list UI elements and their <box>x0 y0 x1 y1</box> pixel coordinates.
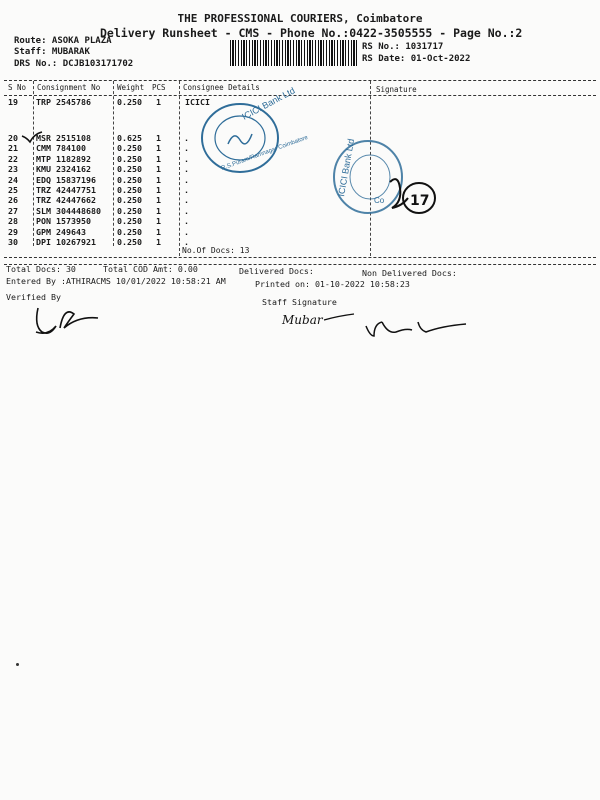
row-consignment: TRP 2545786 <box>36 97 91 107</box>
delivered-docs: Delivered Docs: <box>239 266 314 276</box>
row-pcs: 1 <box>156 97 161 107</box>
row-sno: 19 <box>8 97 18 107</box>
row-pcs: 1 <box>156 185 161 195</box>
scan-speck <box>16 663 19 666</box>
row-sno: 24 <box>8 174 18 185</box>
row-weight: 0.250 <box>117 143 142 154</box>
row-pcs: 1 <box>156 205 161 216</box>
row-pcs: 1 <box>156 195 161 206</box>
row-pcs: 1 <box>156 237 161 247</box>
no-of-docs: No.Of Docs: 13 <box>182 246 250 255</box>
row-consignment: KMU 2324162 <box>36 164 91 175</box>
row-consignee: . <box>184 164 189 175</box>
row-weight: 0.250 <box>117 205 142 216</box>
total-docs: Total Docs: 30 <box>6 264 76 274</box>
staff-signature <box>280 308 360 330</box>
row-consignment: GPM 249643 <box>36 226 86 237</box>
row-consignee: . <box>184 237 189 247</box>
row-consignee: . <box>184 226 189 237</box>
row-consignee: . <box>184 153 189 164</box>
row-weight: 0.250 <box>117 174 142 185</box>
row-sno: 29 <box>8 226 18 237</box>
rs-number: RS No.: 1031717 <box>362 42 444 52</box>
row-weight: 0.250 <box>117 185 142 195</box>
row-weight: 0.250 <box>117 226 142 237</box>
row-weight: 0.250 <box>117 216 142 227</box>
header-rule-bottom <box>4 95 596 96</box>
row-sno: 28 <box>8 216 18 227</box>
col-sep <box>33 81 34 246</box>
row-weight: 0.250 <box>117 153 142 164</box>
verified-signature <box>30 302 104 338</box>
staff-sign-text: Mubar <box>282 313 323 327</box>
footer-rule-bottom <box>4 264 596 265</box>
row-pcs: 1 <box>156 226 161 237</box>
row-weight: 0.250 <box>117 195 142 206</box>
staff-name: Staff: MUBARAK <box>14 47 90 57</box>
col-weight: Weight <box>117 83 145 92</box>
col-sep <box>113 81 114 246</box>
header-rule-top <box>4 80 596 81</box>
row-sno: 20 <box>8 133 18 143</box>
row-consignment: EDQ 15837196 <box>36 174 96 185</box>
row-sno: 23 <box>8 164 18 175</box>
stamp1-text: ICICI Bank Ltd <box>240 85 297 122</box>
col-pcs: PCS <box>152 83 166 92</box>
row-sno: 25 <box>8 185 18 195</box>
total-cod: Total COD Amt: 0.00 <box>103 264 198 274</box>
printed-on: Printed on: 01-10-2022 10:58:23 <box>255 279 410 289</box>
row-consignment: TRZ 42447662 <box>36 195 96 206</box>
row-consignment: DPI 10267921 <box>36 237 96 247</box>
col-sno: S No <box>8 83 27 92</box>
row-weight: 0.250 <box>117 97 142 107</box>
row-consignee: . <box>184 185 189 195</box>
entered-by: Entered By :ATHIRACMS 10/01/2022 10:58:21 AM <box>6 276 226 286</box>
row-pcs: 1 <box>156 164 161 175</box>
route: Route: ASOKA PLAZA <box>14 36 112 46</box>
row-pcs: 1 <box>156 216 161 227</box>
row-pcs: 1 <box>156 153 161 164</box>
row-consignment: CMM 784100 <box>36 143 86 154</box>
row-consignment: MTP 1182892 <box>36 153 91 164</box>
row-sno: 21 <box>8 143 18 154</box>
runsheet-title: Delivery Runsheet - CMS - Phone No.:0422-3505555 - Page No.:2 <box>100 26 523 40</box>
row-weight: 0.625 <box>117 133 142 143</box>
row-pcs: 1 <box>156 133 161 143</box>
row-weight: 0.250 <box>117 164 142 175</box>
row-consignment: SLM 304448680 <box>36 205 101 216</box>
col-consignee: Consignee Details <box>183 83 260 92</box>
row-sno: 22 <box>8 153 18 164</box>
row-consignment: MSR 2515108 <box>36 133 91 143</box>
col-consignment: Consignment No <box>37 83 101 92</box>
row-consignee: . <box>184 174 189 185</box>
receiver-mark-text: 17 <box>410 193 430 209</box>
stamp2-sub: Co <box>374 196 385 205</box>
col-sep <box>179 81 180 256</box>
row-sno: 26 <box>8 195 18 206</box>
staff-signature-2 <box>362 318 472 338</box>
row-weight: 0.250 <box>117 237 142 247</box>
stamp2-text: ICICI Bank Ltd <box>336 137 357 198</box>
row-sno: 27 <box>8 205 18 216</box>
row-consignee: . <box>184 133 189 143</box>
row-consignee: . <box>184 143 189 154</box>
drs-number: DRS No.: DCJB103171702 <box>14 59 134 69</box>
row-consignee: . <box>184 216 189 227</box>
row-pcs: 1 <box>156 174 161 185</box>
row-consignment: PON 1573950 <box>36 216 91 227</box>
tick-mark <box>20 130 44 146</box>
receiver-signature <box>386 170 442 220</box>
staff-signature-label: Staff Signature <box>262 297 337 307</box>
row-sno: 30 <box>8 237 18 247</box>
company-name: THE PROFESSIONAL COURIERS, Coimbatore <box>177 12 423 25</box>
footer-rule-top <box>4 257 596 258</box>
rs-date: RS Date: 01-Oct-2022 <box>362 54 471 64</box>
non-delivered-docs: Non Delivered Docs: <box>362 268 457 278</box>
stamp1-sub: R.S.Puram/Ramnagar Coimbatore <box>220 134 309 172</box>
verified-by-label: Verified By <box>6 292 61 302</box>
row-consignee: . <box>184 195 189 206</box>
col-signature: Signature <box>376 85 417 94</box>
row-consignee: . <box>184 205 189 216</box>
row-consignment: TRZ 42447751 <box>36 185 96 195</box>
row-pcs: 1 <box>156 143 161 154</box>
barcode <box>230 40 358 66</box>
row-consignee: ICICI <box>185 97 210 107</box>
